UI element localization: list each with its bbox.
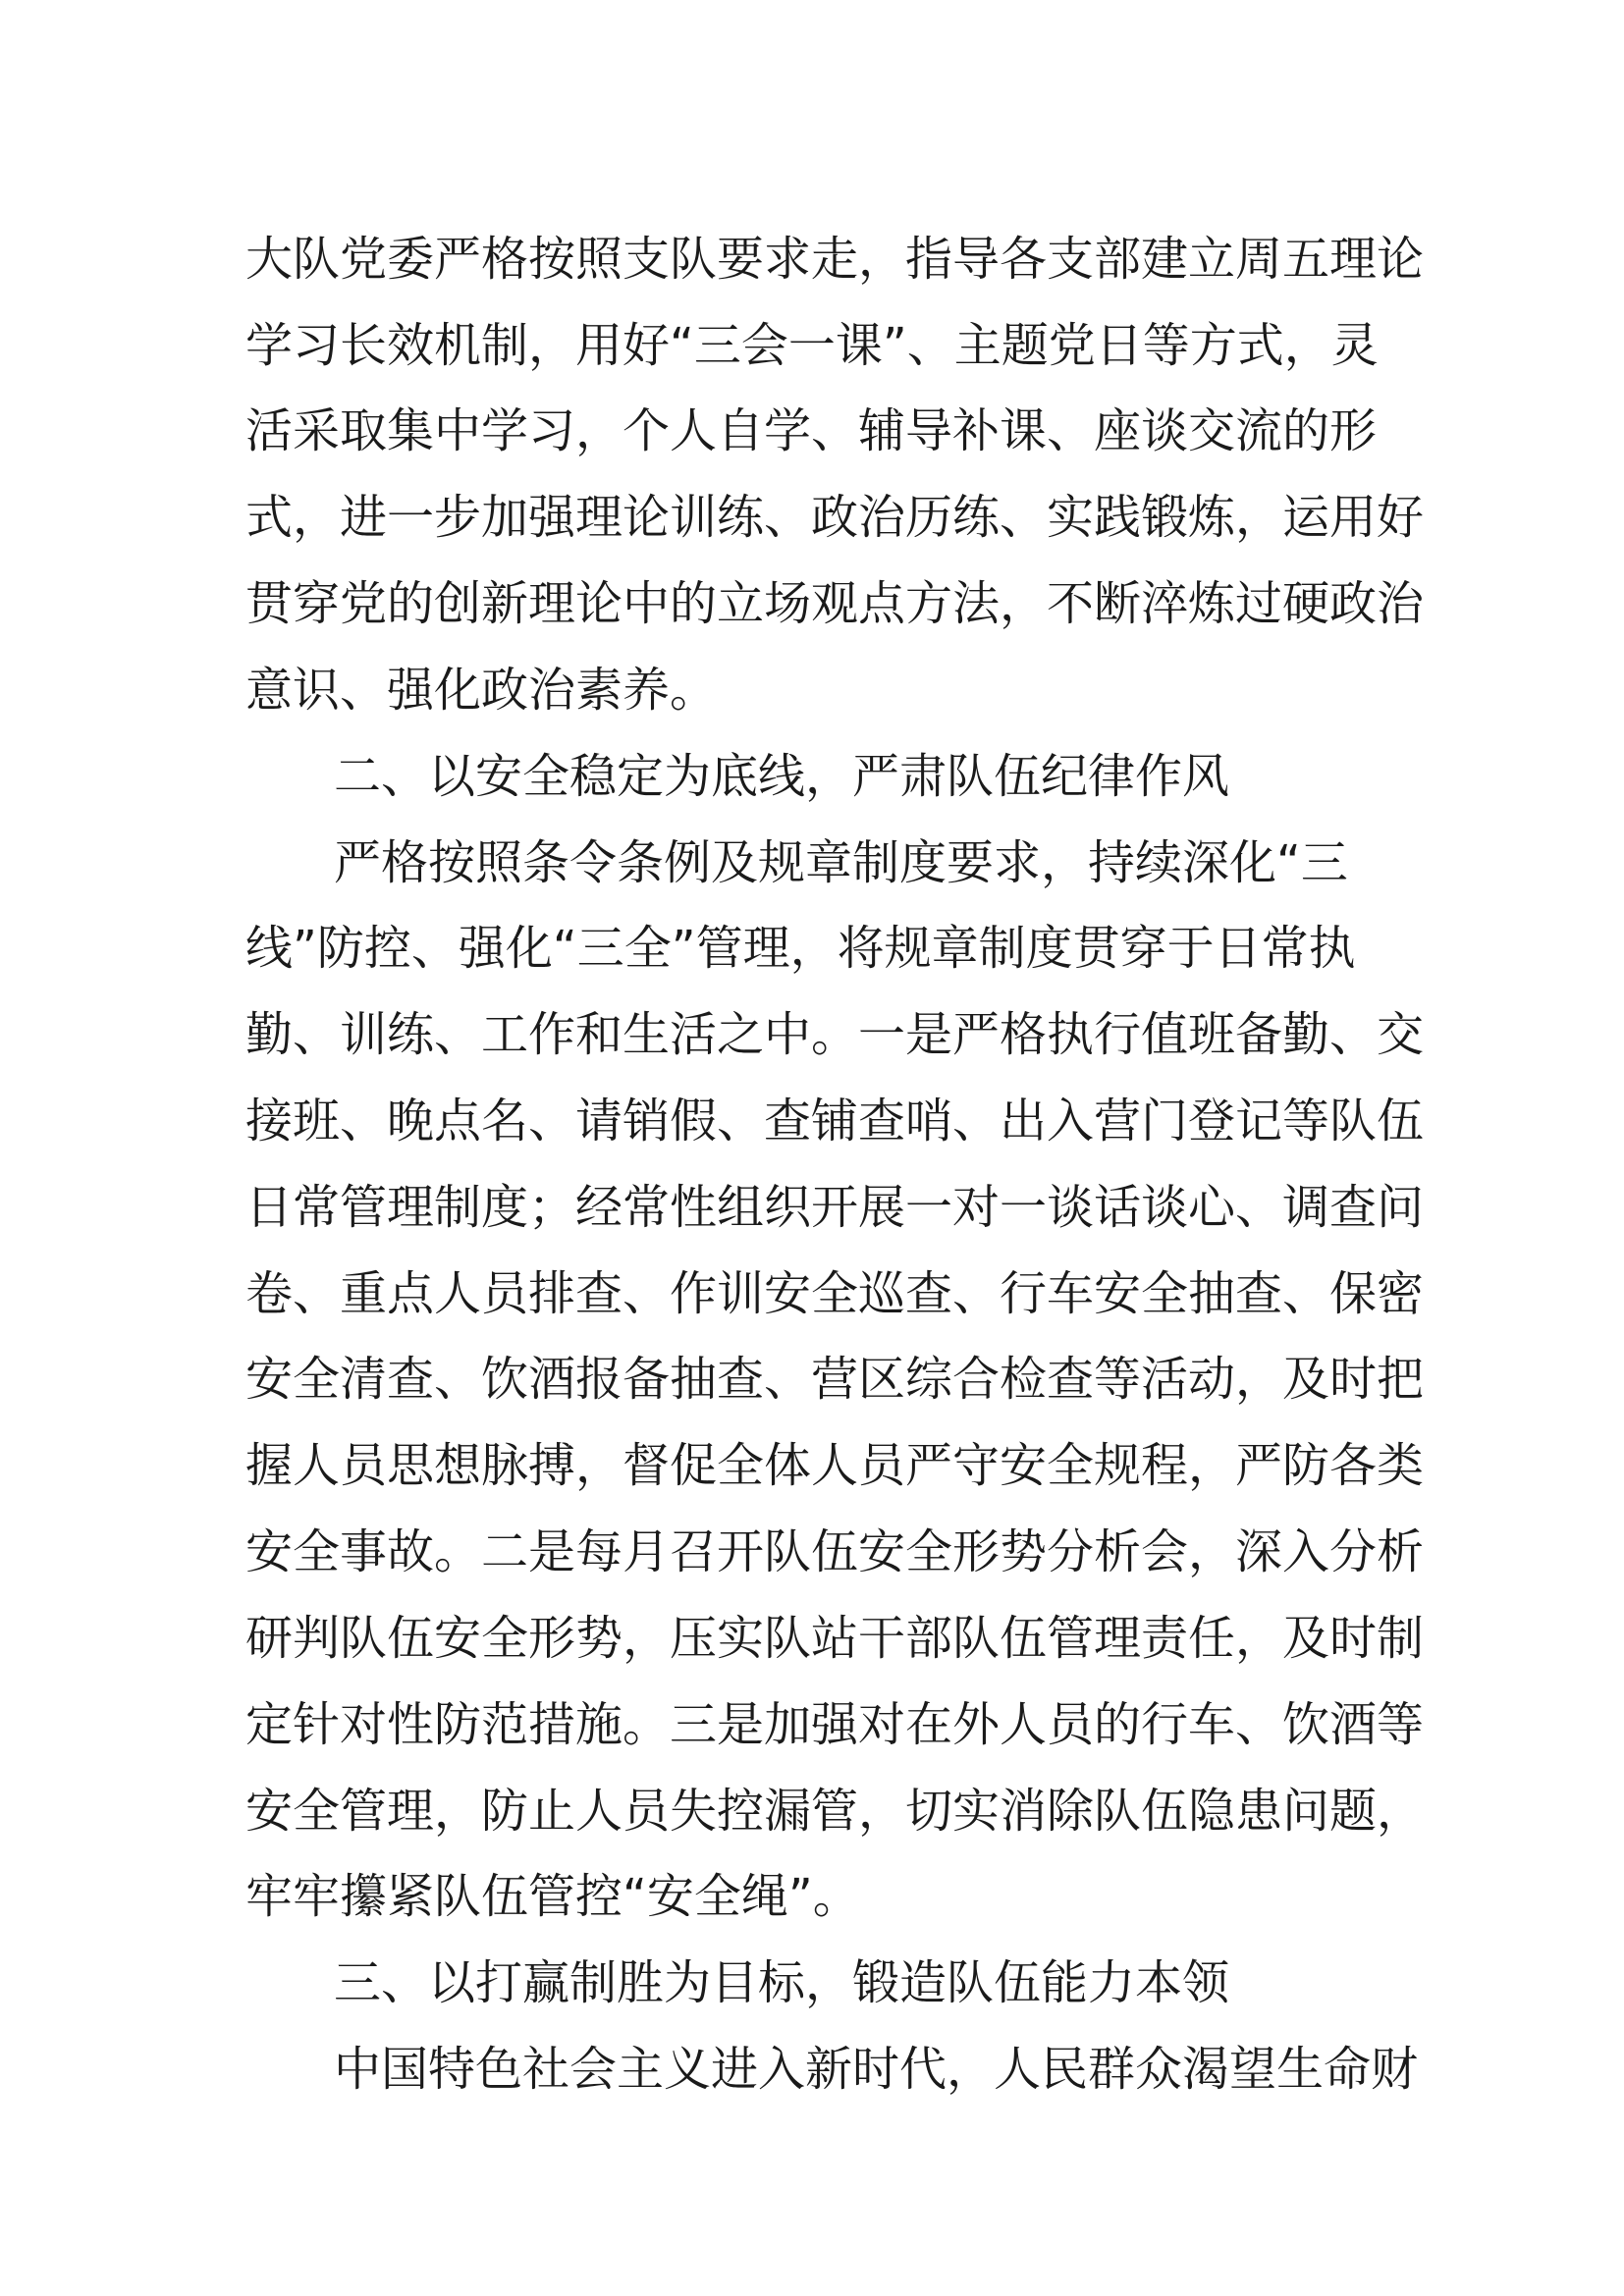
text-line: 卷、重点人员排查、作训安全巡查、行车安全抽查、保密 [245, 1266, 1425, 1321]
text-line: 意识、强化政治素养。 [245, 663, 718, 718]
text-line: 学习长效机制，用好“三会一课”、主题党日等方式，灵 [245, 318, 1379, 373]
text-line: 日常管理制度；经常性组织开展一对一谈话谈心、调查问 [245, 1180, 1425, 1235]
text-line: 安全清查、饮酒报备抽查、营区综合检查等活动，及时把 [245, 1352, 1425, 1407]
text-line: 贯穿党的创新理论中的立场观点方法，不断淬炼过硬政治 [245, 576, 1425, 631]
text-line: 接班、晚点名、请销假、查铺查哨、出入营门登记等队伍 [245, 1094, 1425, 1148]
text-line: 式，进一步加强理论训练、政治历练、实践锻炼，运用好 [245, 490, 1425, 545]
text-line: 勤、训练、工作和生活之中。一是严格执行值班备勤、交 [245, 1007, 1425, 1062]
text-line: 研判队伍安全形势，压实队站干部队伍管理责任，及时制 [245, 1611, 1425, 1666]
text-line: 握人员思想脉搏，督促全体人员严守安全规程，严防各类 [245, 1438, 1425, 1493]
text-line: 中国特色社会主义进入新时代，人民群众渴望生命财 [334, 2042, 1419, 2097]
text-line: 大队党委严格按照支队要求走，指导各支部建立周五理论 [245, 232, 1425, 287]
section-heading-2: 二、以安全稳定为底线，严肃队伍纪律作风 [334, 749, 1230, 804]
text-line: 牢牢攥紧队伍管控“安全绳”。 [245, 1869, 860, 1924]
text-line: 严格按照条令条例及规章制度要求，持续深化“三 [334, 835, 1348, 890]
text-line: 线”防控、强化“三全”管理，将规章制度贯穿于日常执 [245, 921, 1356, 976]
text-line: 安全事故。二是每月召开队伍安全形势分析会，深入分析 [245, 1524, 1425, 1579]
text-line: 安全管理，防止人员失控漏管，切实消除队伍隐患问题， [245, 1784, 1425, 1839]
text-line: 定针对性防范措施。三是加强对在外人员的行车、饮酒等 [245, 1697, 1425, 1752]
section-heading-3: 三、以打赢制胜为目标，锻造队伍能力本领 [334, 1955, 1230, 2010]
text-line: 活采取集中学习，个人自学、辅导补课、座谈交流的形 [245, 403, 1378, 458]
